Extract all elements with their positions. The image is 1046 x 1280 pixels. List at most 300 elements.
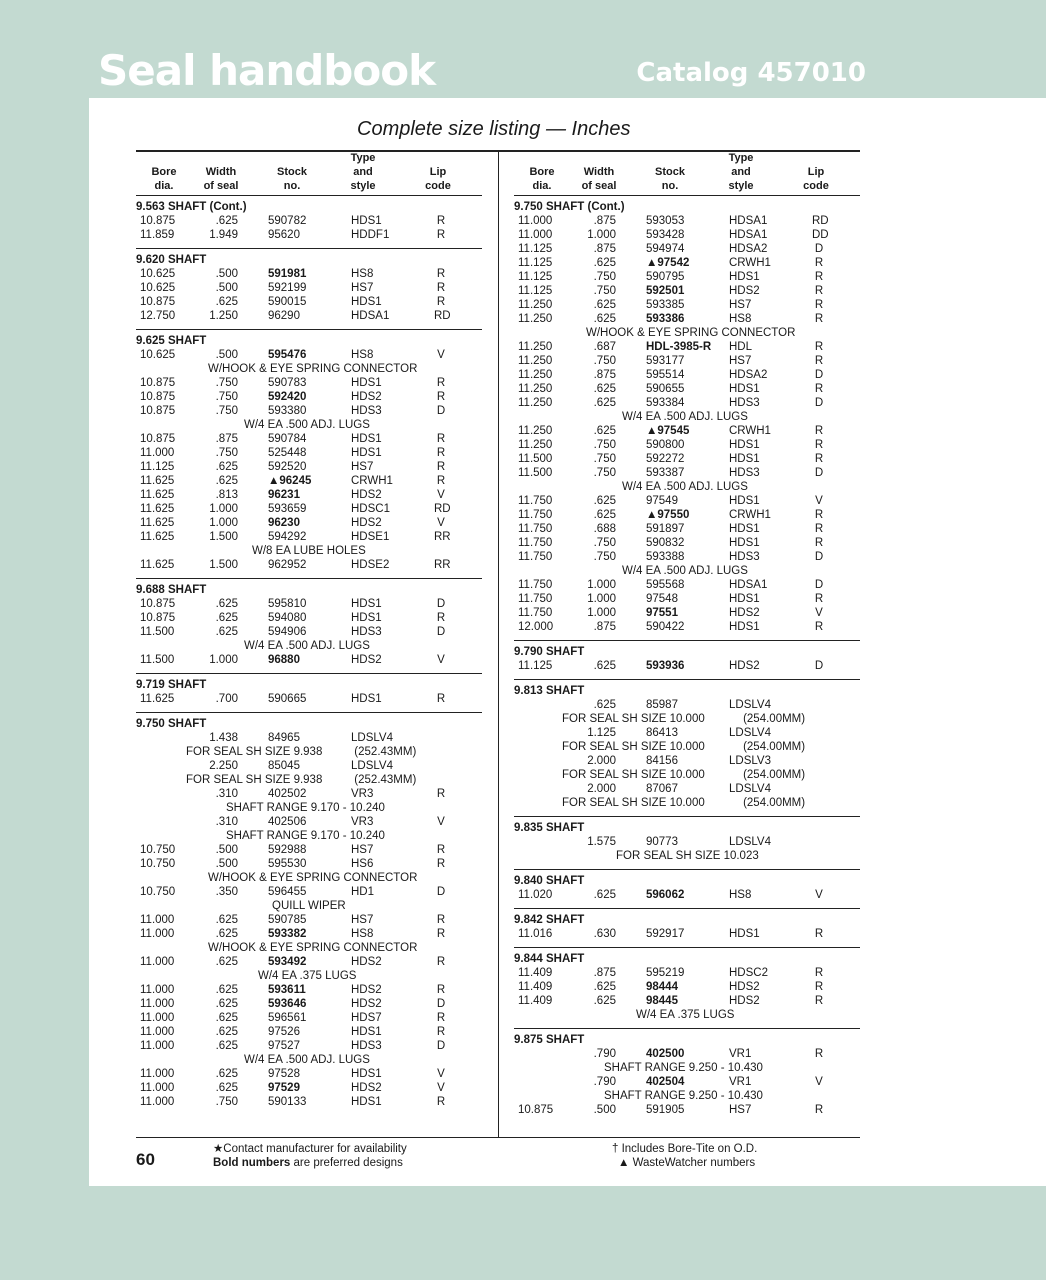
stock-cell: ▲97545: [646, 425, 690, 437]
lip-cell: V: [437, 349, 445, 361]
bore-cell: 11.750: [518, 495, 553, 507]
table-row: [136, 787, 482, 801]
stock-cell: 595476: [268, 349, 307, 361]
bore-cell: 11.000: [140, 1068, 175, 1080]
table-row: [136, 611, 482, 625]
type-cell: VR3: [351, 816, 374, 828]
width-cell: .750: [593, 271, 616, 283]
bore-cell: 11.020: [518, 889, 553, 901]
table-row: [514, 494, 860, 508]
table-row: [514, 256, 860, 270]
table-row: [136, 348, 482, 362]
lip-cell: D: [814, 397, 824, 409]
width-cell: .625: [215, 215, 238, 227]
lip-cell: R: [436, 377, 446, 389]
bore-cell: 11.750: [518, 509, 553, 521]
table-row: [136, 983, 482, 997]
table-row: [136, 1039, 482, 1053]
table-row: [136, 815, 482, 829]
width-cell: .625: [593, 257, 616, 269]
width-cell: .625: [215, 1068, 238, 1080]
width-cell: .350: [215, 886, 238, 898]
lip-cell: R: [436, 984, 446, 996]
width-cell: .625: [215, 998, 238, 1010]
bore-cell: 11.625: [140, 531, 175, 543]
type-cell: HDSA2: [729, 369, 768, 381]
stock-cell: 97548: [646, 593, 678, 605]
lip-cell: V: [815, 495, 823, 507]
type-cell: VR3: [351, 788, 374, 800]
type-cell: CRWH1: [729, 257, 771, 269]
table-row: [514, 270, 860, 284]
stock-cell: 593384: [646, 397, 685, 409]
width-cell: .625: [215, 1012, 238, 1024]
footer-notes-right: [612, 1142, 757, 1170]
width-cell: .500: [215, 282, 238, 294]
stock-cell: 596561: [268, 1012, 307, 1024]
width-cell: 1.000: [587, 579, 616, 591]
bore-cell: 11.125: [518, 660, 553, 672]
table-row: [136, 857, 482, 871]
lip-cell: V: [437, 1068, 445, 1080]
bore-cell: 11.125: [518, 257, 553, 269]
stock-cell: 85987: [646, 699, 678, 711]
table-row: [136, 502, 482, 516]
row-note: W/HOOK & EYE SPRING CONNECTOR: [208, 872, 418, 884]
type-cell: HDS1: [351, 598, 382, 610]
stock-cell: 590665: [268, 693, 307, 705]
lip-cell: R: [436, 447, 446, 459]
table-row: [136, 404, 482, 418]
shaft-section: [514, 680, 860, 817]
left-column-header: [136, 150, 482, 196]
table-row: [136, 759, 482, 773]
stock-cell: 98444: [646, 981, 678, 993]
bore-cell: 10.625: [140, 282, 176, 294]
catalog-number: Catalog 457010: [636, 58, 866, 88]
stock-cell: 97528: [268, 1068, 300, 1080]
bore-cell: 10.875: [140, 391, 176, 403]
bore-cell: 11.750: [518, 551, 553, 563]
header-width: Width of seal: [203, 166, 239, 192]
table-row: [136, 432, 482, 446]
bore-cell: 10.875: [140, 215, 176, 227]
width-cell: .750: [593, 467, 616, 479]
shaft-section: [514, 196, 860, 641]
stock-cell: 593646: [268, 998, 307, 1010]
bore-cell: 10.875: [140, 405, 176, 417]
bore-cell: 11.125: [518, 271, 553, 283]
lip-cell: V: [815, 889, 823, 901]
width-cell: .500: [215, 844, 238, 856]
type-cell: LDSLV3: [729, 755, 771, 767]
lip-cell: R: [814, 285, 824, 297]
type-cell: HS8: [351, 349, 374, 361]
type-cell: HDS3: [351, 405, 382, 417]
shaft-section-title: 9.563 SHAFT (Cont.): [136, 201, 247, 213]
bore-cell: 10.875: [140, 296, 176, 308]
type-cell: HDS1: [729, 495, 760, 507]
lip-cell: R: [814, 439, 824, 451]
bold-note: [213, 1156, 407, 1170]
row-note: FOR SEAL SH SIZE 10.000 (254.00MM): [562, 741, 806, 753]
bore-cell: 11.250: [518, 299, 553, 311]
table-row: [514, 659, 860, 673]
stock-cell: 593428: [646, 229, 685, 241]
shaft-section-title: 9.625 SHAFT: [136, 335, 207, 347]
width-cell: 1.949: [209, 229, 238, 241]
lip-cell: R: [436, 229, 446, 241]
row-note: W/4 EA .375 LUGS: [258, 970, 357, 982]
table-row: [136, 885, 482, 899]
stock-cell: 402502: [268, 788, 307, 800]
width-cell: .625: [215, 1026, 238, 1038]
shaft-section: [136, 196, 482, 249]
type-cell: HS7: [729, 1104, 752, 1116]
type-cell: HDS2: [351, 1082, 382, 1094]
shaft-section-title: 9.835 SHAFT: [514, 822, 585, 834]
stock-cell: 590655: [646, 383, 685, 395]
type-cell: HDS2: [351, 654, 382, 666]
table-row: [136, 731, 482, 745]
row-note: FOR SEAL SH SIZE 9.938 (252.43MM): [186, 774, 417, 786]
width-cell: .625: [593, 313, 616, 325]
stock-cell: 592501: [646, 285, 685, 297]
stock-cell: 85045: [268, 760, 300, 772]
stock-cell: 96290: [268, 310, 300, 322]
type-cell: HDS1: [729, 523, 760, 535]
lip-cell: R: [436, 215, 446, 227]
type-cell: HDS1: [729, 621, 760, 633]
table-row: [514, 368, 860, 382]
table-row: [136, 558, 482, 572]
row-note: FOR SEAL SH SIZE 10.000 (254.00MM): [562, 713, 806, 725]
width-cell: 1.000: [587, 593, 616, 605]
type-cell: CRWH1: [351, 475, 393, 487]
table-row: [136, 692, 482, 706]
bore-cell: 10.750: [140, 858, 176, 870]
lip-cell: R: [814, 383, 824, 395]
stock-cell: 87067: [646, 783, 678, 795]
bore-cell: 12.750: [140, 310, 176, 322]
type-cell: HS8: [729, 313, 752, 325]
stock-cell: 594080: [268, 612, 307, 624]
bold-note-text: are preferred designs: [290, 1157, 403, 1169]
stock-cell: 95620: [268, 229, 300, 241]
stock-cell: 97529: [268, 1082, 300, 1094]
bore-cell: 11.859: [140, 229, 175, 241]
stock-cell: 590422: [646, 621, 685, 633]
lip-cell: R: [436, 858, 446, 870]
stock-cell: 593492: [268, 956, 307, 968]
table-row: [136, 214, 482, 228]
table-row: [136, 1025, 482, 1039]
table-row: [514, 782, 860, 796]
row-note: SHAFT RANGE 9.250 - 10.430: [604, 1062, 763, 1074]
lip-cell: R: [814, 509, 824, 521]
width-cell: .500: [215, 268, 238, 280]
table-row: [514, 382, 860, 396]
bore-cell: 11.500: [140, 654, 175, 666]
lip-cell: R: [436, 1026, 446, 1038]
stock-cell: 593611: [268, 984, 306, 996]
table-row: [136, 474, 482, 488]
lip-cell: R: [436, 956, 446, 968]
stock-cell: 595514: [646, 369, 685, 381]
left-column: [136, 150, 482, 1115]
lip-cell: V: [815, 1076, 823, 1088]
table-bottom-rule: [136, 1137, 860, 1139]
bore-cell: 11.409: [518, 981, 553, 993]
shaft-section: [136, 713, 482, 1115]
width-cell: .625: [215, 296, 238, 308]
lip-cell: R: [814, 257, 824, 269]
lip-cell: R: [814, 995, 824, 1007]
lip-cell: V: [437, 1082, 445, 1094]
width-cell: .625: [215, 626, 238, 638]
type-cell: HDSA2: [729, 243, 768, 255]
stock-cell: 96231: [268, 489, 300, 501]
width-cell: .625: [215, 475, 238, 487]
shaft-section: [514, 948, 860, 1029]
table-row: [514, 242, 860, 256]
table-row: [136, 267, 482, 281]
width-cell: .625: [215, 984, 238, 996]
table-row: [136, 927, 482, 941]
width-cell: 1.250: [209, 310, 238, 322]
bore-cell: 11.750: [518, 593, 553, 605]
stock-cell: 592272: [646, 453, 685, 465]
bore-cell: 11.625: [140, 517, 175, 529]
table-row: [136, 625, 482, 639]
row-note: W/4 EA .500 ADJ. LUGS: [622, 565, 748, 577]
width-cell: .750: [593, 537, 616, 549]
stock-cell: 593380: [268, 405, 307, 417]
table-row: [136, 295, 482, 309]
width-cell: 1.000: [209, 654, 238, 666]
stock-cell: 593385: [646, 299, 685, 311]
row-note: W/HOOK & EYE SPRING CONNECTOR: [586, 327, 796, 339]
stock-cell: 590015: [268, 296, 307, 308]
lip-cell: D: [436, 1040, 446, 1052]
lip-cell: R: [814, 981, 824, 993]
lip-cell: R: [814, 355, 824, 367]
type-cell: HS7: [351, 844, 374, 856]
lip-cell: R: [814, 928, 824, 940]
type-cell: HDS1: [729, 453, 760, 465]
type-cell: HDSE2: [351, 559, 390, 571]
bore-cell: 11.250: [518, 341, 553, 353]
shaft-section-title: 9.842 SHAFT: [514, 914, 585, 926]
type-cell: HDSA1: [729, 215, 768, 227]
table-row: [514, 835, 860, 849]
bore-cell: 11.625: [140, 693, 175, 705]
table-row: [514, 1075, 860, 1089]
lip-cell: D: [436, 598, 446, 610]
stock-cell: ▲96245: [268, 475, 312, 487]
left-column-body: [136, 196, 482, 1115]
lip-cell: RR: [434, 531, 451, 543]
lip-cell: R: [814, 621, 824, 633]
width-cell: .625: [593, 699, 616, 711]
width-cell: .875: [593, 369, 616, 381]
row-note: W/HOOK & EYE SPRING CONNECTOR: [208, 363, 418, 375]
stock-cell: 593382: [268, 928, 307, 940]
page-subtitle: Complete size listing — Inches: [357, 118, 631, 140]
lip-cell: R: [436, 282, 446, 294]
bore-cell: 10.625: [140, 349, 176, 361]
type-cell: HDS1: [351, 215, 382, 227]
stock-cell: 594292: [268, 531, 307, 543]
width-cell: .625: [593, 509, 616, 521]
lip-cell: R: [436, 612, 446, 624]
type-cell: HDS1: [351, 433, 382, 445]
width-cell: .625: [215, 1082, 238, 1094]
table-row: [514, 698, 860, 712]
type-cell: HS8: [351, 268, 374, 280]
table-row: [514, 966, 860, 980]
bore-cell: 11.250: [518, 439, 553, 451]
width-cell: .625: [593, 383, 616, 395]
shaft-section-title: 9.840 SHAFT: [514, 875, 585, 887]
type-cell: HDS2: [729, 981, 760, 993]
lip-cell: R: [814, 1104, 824, 1116]
bore-cell: 11.625: [140, 489, 175, 501]
footer-notes-left: [213, 1142, 407, 1170]
table-row: [136, 653, 482, 667]
stock-cell: 590783: [268, 377, 307, 389]
bore-cell: 11.000: [140, 998, 175, 1010]
stock-cell: ▲97550: [646, 509, 690, 521]
type-cell: LDSLV4: [729, 783, 771, 795]
lip-cell: RD: [812, 215, 829, 227]
bore-cell: 10.875: [140, 598, 176, 610]
lip-cell: R: [814, 1048, 824, 1060]
type-cell: HDS1: [351, 1096, 382, 1108]
width-cell: .687: [593, 341, 616, 353]
width-cell: .625: [215, 461, 238, 473]
stock-cell: 86413: [646, 727, 678, 739]
type-cell: HDS1: [351, 1068, 382, 1080]
width-cell: 2.250: [209, 760, 238, 772]
page-sheet: [89, 98, 1046, 1186]
stock-cell: ▲97542: [646, 257, 690, 269]
table-row: [136, 955, 482, 969]
stock-cell: 595530: [268, 858, 307, 870]
shaft-section: [514, 870, 860, 909]
bore-cell: 11.409: [518, 967, 553, 979]
bore-cell: 11.250: [518, 313, 553, 325]
stock-cell: 97526: [268, 1026, 300, 1038]
contact-note: ★Contact manufacturer for availability: [213, 1143, 407, 1155]
bore-cell: 10.750: [140, 844, 176, 856]
stock-cell: 96880: [268, 654, 300, 666]
table-row: [136, 1095, 482, 1109]
bore-cell: 11.250: [518, 369, 553, 381]
type-cell: HDS2: [729, 285, 760, 297]
type-cell: HDS1: [729, 928, 760, 940]
bore-cell: 11.000: [140, 1012, 175, 1024]
type-cell: HDS1: [351, 296, 382, 308]
table-row: [136, 1011, 482, 1025]
stock-cell: 590832: [646, 537, 685, 549]
stock-cell: 594906: [268, 626, 307, 638]
stock-cell: 596455: [268, 886, 307, 898]
width-cell: .630: [593, 928, 616, 940]
shaft-section-title: 9.875 SHAFT: [514, 1034, 585, 1046]
row-note: SHAFT RANGE 9.250 - 10.430: [604, 1090, 763, 1102]
stock-cell: 402504: [646, 1076, 685, 1088]
type-cell: HDS3: [729, 467, 760, 479]
bore-cell: 11.000: [518, 229, 553, 241]
type-cell: HDS2: [729, 995, 760, 1007]
stock-cell: 592420: [268, 391, 307, 403]
width-cell: 1.500: [209, 531, 238, 543]
header-type: Type and style: [728, 152, 754, 192]
lip-cell: R: [814, 425, 824, 437]
type-cell: LDSLV4: [729, 836, 771, 848]
table-row: [514, 536, 860, 550]
bore-cell: 11.000: [140, 956, 175, 968]
lip-cell: R: [436, 461, 446, 473]
type-cell: HDS3: [351, 1040, 382, 1052]
header-stock: Stock no.: [655, 166, 685, 192]
bore-cell: 11.000: [140, 984, 175, 996]
row-note: SHAFT RANGE 9.170 - 10.240: [226, 802, 385, 814]
stock-cell: 591905: [646, 1104, 685, 1116]
shaft-section: [136, 579, 482, 674]
table-row: [514, 214, 860, 228]
bore-cell: 12.000: [518, 621, 554, 633]
width-cell: .750: [215, 447, 238, 459]
row-note: W/4 EA .500 ADJ. LUGS: [622, 411, 748, 423]
width-cell: 1.575: [587, 836, 616, 848]
type-cell: HDSA1: [351, 310, 390, 322]
type-cell: HDSA1: [729, 579, 768, 591]
width-cell: .500: [215, 349, 238, 361]
lip-cell: D: [436, 405, 446, 417]
bore-cell: 10.875: [140, 377, 176, 389]
table-row: [514, 522, 860, 536]
bore-cell: 10.875: [140, 612, 176, 624]
width-cell: 1.000: [587, 607, 616, 619]
lip-cell: V: [437, 654, 445, 666]
header-width: Width of seal: [581, 166, 617, 192]
type-cell: HDS3: [351, 626, 382, 638]
stock-cell: 592199: [268, 282, 307, 294]
width-cell: .875: [593, 621, 616, 633]
type-cell: HDS1: [729, 593, 760, 605]
width-cell: 1.000: [587, 229, 616, 241]
lip-cell: R: [436, 844, 446, 856]
width-cell: .875: [593, 967, 616, 979]
bore-cell: 11.000: [140, 1026, 175, 1038]
type-cell: HDS1: [351, 377, 382, 389]
stock-cell: 595568: [646, 579, 685, 591]
lip-cell: D: [814, 369, 824, 381]
table-row: [514, 354, 860, 368]
lip-cell: D: [814, 551, 824, 563]
width-cell: 2.000: [587, 783, 616, 795]
table-row: [136, 376, 482, 390]
width-cell: 1.125: [587, 727, 616, 739]
type-cell: HS8: [351, 928, 374, 940]
shaft-section-title: 9.813 SHAFT: [514, 685, 585, 697]
stock-cell: 593177: [646, 355, 685, 367]
width-cell: .750: [215, 1096, 238, 1108]
type-cell: HDS2: [729, 660, 760, 672]
type-cell: HDS2: [351, 489, 382, 501]
